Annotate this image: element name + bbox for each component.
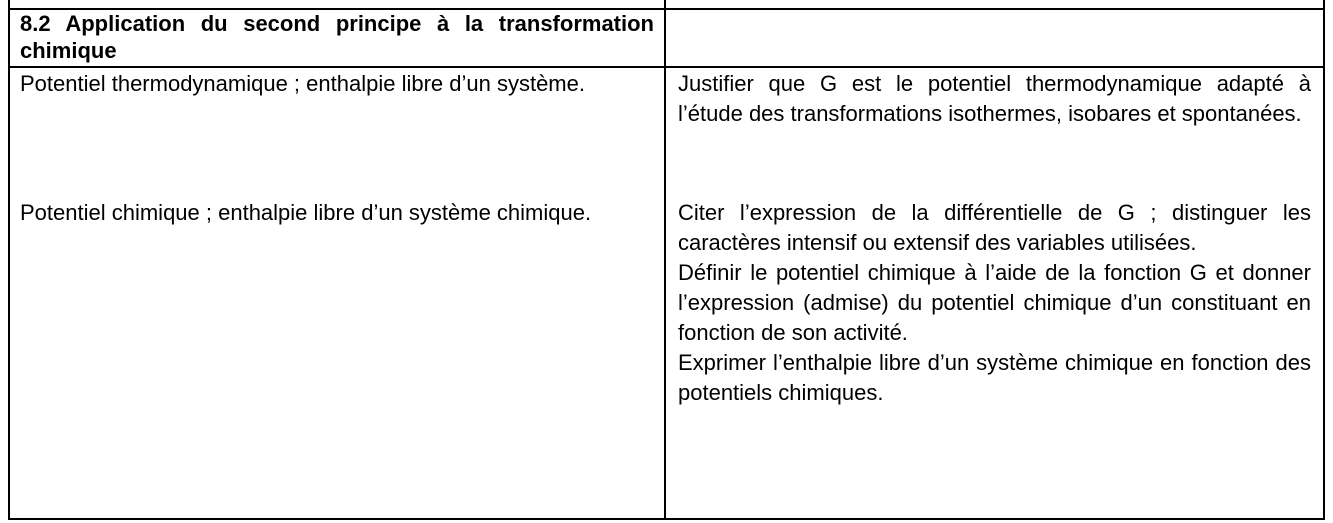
capacity-justify-g: [674, 69, 1319, 129]
notion-chemical-potential: Potentiel chimique ; enthalpie libre d’un système chimique.: [20, 200, 592, 225]
capacity-item: Citer l’expression de la différentielle de G ; distinguer les caractères intensif ou extensif des variables utilisées.: [678, 200, 1311, 255]
capacity-item: Exprimer l’enthalpie libre d’un système chimique en fonction des potentiels chimiques.: [678, 350, 1311, 405]
capacity-chemical-potential: [674, 198, 1319, 408]
notion-thermodynamic-potential: Potentiel thermodynamique ; enthalpie libre d’un système.: [20, 71, 585, 96]
section-title: 8.2 Application du second principe à la transformation chimique: [20, 11, 654, 63]
row-divider-header: [10, 66, 1323, 68]
program-table: [8, 0, 1325, 520]
capacity-item: Justifier que G est le potentiel thermodynamique adapté à l’étude des transformations isothermes, isobares et spontanées.: [678, 71, 1311, 126]
column-divider: [664, 0, 666, 518]
capacity-item: Définir le potentiel chimique à l’aide de la fonction G et donner l’expression (admise) du potentiel chimique d’un constituant en fonction de son activité.: [678, 260, 1311, 345]
